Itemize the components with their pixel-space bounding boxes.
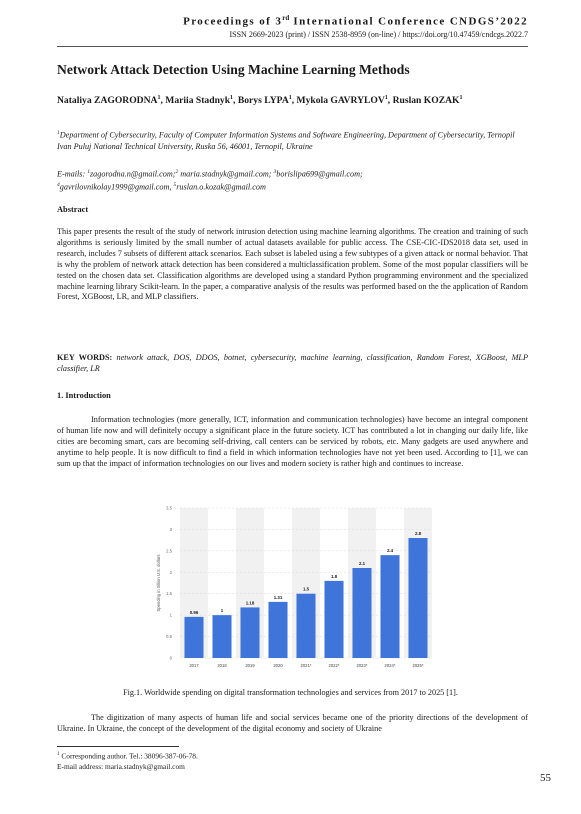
bar-value-label: 1.5 [302,586,310,592]
author-name: Borys LYPA [237,95,289,107]
chart-bar [268,602,287,658]
x-tick-label: 2024* [384,663,396,668]
figure-caption: Fig.1. Worldwide spending on digital transformation technologies and services from 2017 to 2025 [1]. [123,688,458,697]
bar-value-label: 2.1 [358,561,366,566]
x-tick-label: 2021* [300,663,312,668]
y-tick-label: 2.5 [166,548,172,554]
section-heading: 1. Introduction [57,391,111,400]
x-tick-label: 2018 [217,663,227,668]
bar-chart-svg [148,500,438,680]
y-axis-label: Spending in trillion U.S. dollars [156,554,161,612]
bar-value-label: 2.8 [414,531,422,536]
footnote-contact: $^1$ Corresponding author. Tel.: 38096-387-06-78. [57,751,198,761]
chart-bar [184,617,203,658]
affiliation: $^1$Department of Cybersecurity, Faculty of Computer Information Systems and Software Engineering, Department of Cybersecurity, Ternopil Ivan Puluj National Technical University, Ruska 56, 46001, Ternopil, Ukraine [57,130,515,151]
chart-bar [212,615,231,658]
x-tick-label: 2023* [356,663,368,668]
y-tick-label: 3.5 [166,505,172,511]
bar-value-label: 0.96 [189,609,199,615]
bar-value-label: 2.4 [386,548,394,554]
author-name: Nataliya ZAGORODNA [57,95,158,107]
spending-chart [148,500,438,680]
x-tick-label: 2025* [412,663,424,668]
email-list: E-mails: $^1$zagorodna.n@gmail.com;$^2$ maria.stadnyk@gmail.com; $^3$borislipa699@gmail.com; $^4$gavrilovnikolay1999@gmail.com, $^5$ruslan.o.kozak@gmail.com [57,169,363,192]
y-tick-label: 0.5 [166,634,172,640]
footnote-divider [57,746,179,747]
bar-value-label: 1.8 [330,573,338,579]
intro-paragraph: Information technologies (more generally, ICT, information and communication technologies) have become an integral component of human life now and will definitely occupy a significant place in the future society. ICT has contributed a lot in changing our daily life, like cities are becoming smart, cars are becoming self-driving, call centers can be serviced by robots, etc. Many gadgets are used anywhere and anytime to help people. It is now difficult to find a field in which information technologies have not yet been used. According to [1], we can sum up that the impact of information technologies on our lives and modern society is rather high and continues to increase. [57,415,528,469]
y-tick-label: 1.5 [166,591,172,597]
chart-bar [352,568,371,658]
y-tick-label: 3 [169,526,172,532]
chart-bar [240,607,259,658]
abstract-text: This paper presents the result of the study of network intrusion detection using machine learning algorithms. The creation and training of such algorithms is seriously limited by the small number of actual datasets available for public access. The CSE-CIC-IDS2018 data set, used in research, includes 7 subsets of different attack scenarios. Each subset is labeled using a few subtypes of a given attack or normal behavior. That is why the problem of network attack detection has been considered a multiclassification problem. Some of the most popular classifiers will be tested on the chosen data set. Classification algorithms are developed using a standard Python programming environment and the specialized machine learning library Scikit-learn. In the paper, a comparative analysis of the results was performed based on the the application of Random Forest, XGBoost, LR, and MLP classifiers. [57,227,528,302]
author-name: Mariia Stadnyk [165,95,231,107]
proceedings-title: Proceedings of 3rd International Conference CNDGS’2022 [183,14,528,28]
y-tick-label: 0 [169,655,172,661]
x-tick-label: 2022* [328,663,340,668]
chart-bar [380,555,399,658]
x-tick-label: 2020 [273,663,283,668]
bar-value-label: 1.18 [245,600,255,606]
paper-title: Network Attack Detection Using Machine Learning Methods [57,62,410,77]
bar-value-label: 1.31 [273,594,283,600]
bar-value-label: 1 [220,608,224,614]
author-list: Nataliya ZAGORODNA$^1$, Mariia Stadnyk$^1$, Borys LYPA$^1$, Mykola GAVRYLOV$^1$, Ruslan KOZAK$^1$ [57,95,463,107]
keywords: KEY WORDS: network attack, DOS, DDOS, botnet, cybersecurity, machine learning, classification, Random Forest, XGBoost, MLP classifier, LR [57,353,528,373]
page-number: 55 [540,772,551,784]
header-divider [57,46,528,47]
chart-bar [324,581,343,658]
chart-bar [408,538,427,658]
body-paragraph: The digitization of many aspects of human life and social services became one of the priority directions of the development of Ukraine. In Ukraine, the concept of the development of the digital economy and society of Ukraine [57,713,528,734]
x-tick-label: 2019 [245,663,255,668]
author-name: Ruslan KOZAK [392,95,460,107]
issn-line: ISSN 2669-2023 (print) / ISSN 2538-8959 (on-line) / https://doi.org/10.47459/cndcgs.2022.7 [229,30,528,39]
footnote-email: E-mail address: maria.stadnyk@gmail.com [57,761,185,771]
author-name: Mykola GAVRYLOV [296,95,385,107]
y-tick-label: 1 [169,612,172,618]
y-tick-label: 2 [169,569,172,575]
chart-bar [296,594,315,658]
abstract-heading: Abstract [57,205,89,214]
x-tick-label: 2017 [189,663,199,668]
footnotes [57,750,198,772]
